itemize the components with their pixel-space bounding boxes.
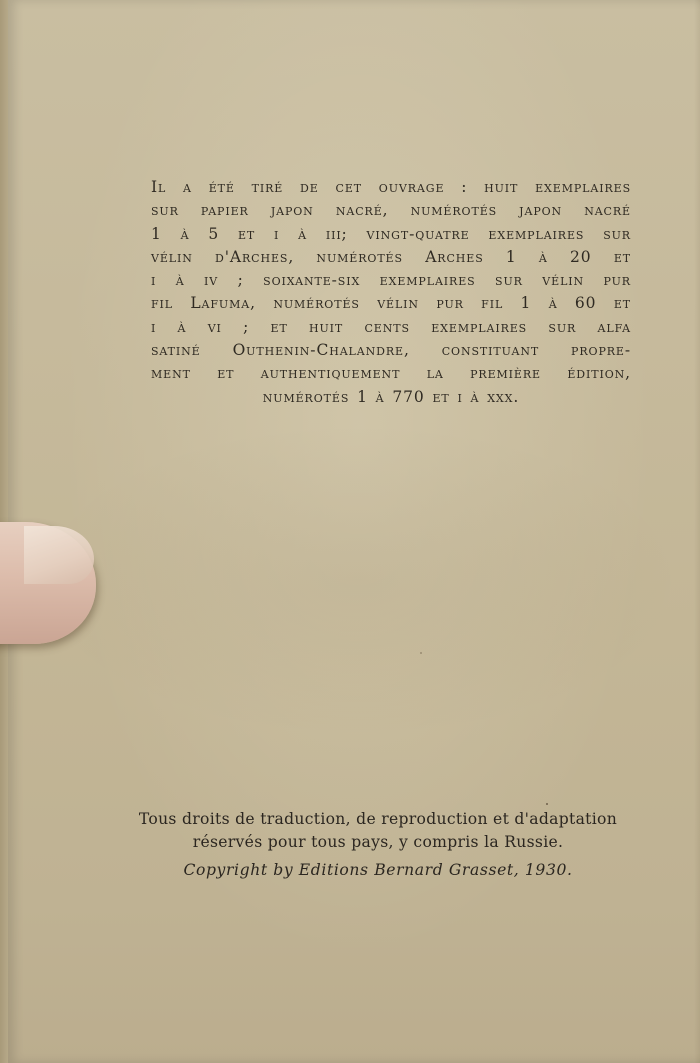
notice-line: vélin d'Arches, numérotés Arches 1 à 20 et xyxy=(151,247,631,266)
rights-line: réservés pour tous pays, y compris la Russie. xyxy=(192,832,564,851)
notice-line: i à iv ; soixante-six exemplaires sur vélin pur xyxy=(151,271,631,290)
notice-line: 1 à 5 et i à iii; vingt-quatre exemplaires sur xyxy=(151,224,631,243)
notice-line: ment et authentiquement la première édition, xyxy=(151,364,631,383)
rights-line: Tous droits de traduction, de reproduction et d'adaptation xyxy=(138,810,618,828)
paper-speck xyxy=(420,652,422,654)
paper-speck xyxy=(546,803,548,805)
notice-line: Il a été tiré de cet ouvrage : huit exemplaires xyxy=(151,178,631,196)
copyright-line: Copyright by Editions Bernard Grasset, 1930. xyxy=(183,861,573,879)
book-page xyxy=(8,0,700,1063)
notice-line: i à vi ; et huit cents exemplaires sur alfa xyxy=(151,317,631,336)
notice-line: sur papier japon nacré, numérotés japon nacré xyxy=(151,201,631,220)
notice-line: satiné Outhenin-Chalandre, constituant propre- xyxy=(151,341,631,360)
print-run-notice xyxy=(151,176,631,409)
page-edge xyxy=(694,0,700,1063)
notice-line: numérotés 1 à 770 et i à xxx. xyxy=(262,387,520,406)
notice-line: fil Lafuma, numérotés vélin pur fil 1 à 60 et xyxy=(151,294,631,313)
rights-notice xyxy=(108,808,648,853)
paper-shading xyxy=(28,420,688,740)
